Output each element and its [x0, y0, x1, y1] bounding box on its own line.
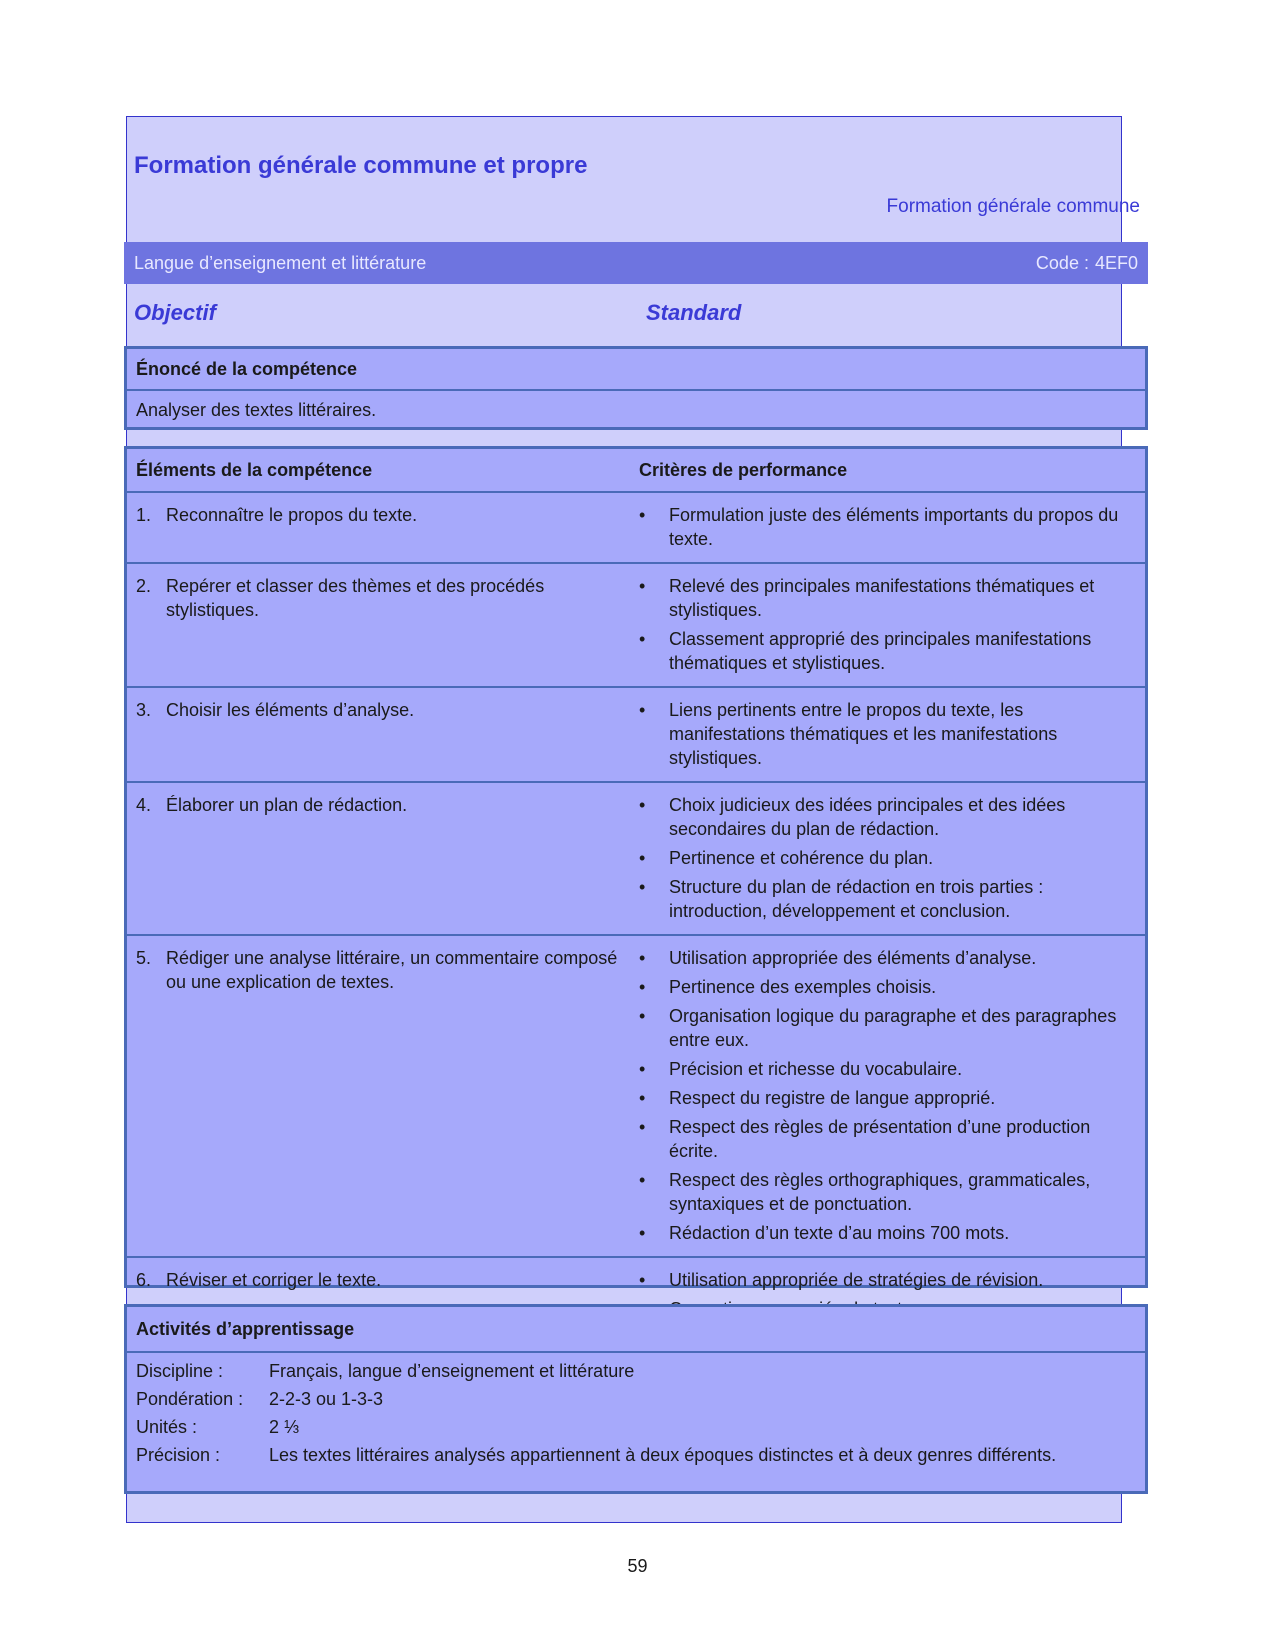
bullet-icon: •	[639, 629, 646, 649]
info-label: Pondération :	[136, 1389, 244, 1409]
activities-box	[124, 1304, 1148, 1494]
criterion-text: Structure du plan de rédaction en trois parties : introduction, développement et conclusion.	[669, 877, 1044, 921]
criterion-text: Utilisation appropriée de stratégies de révision.	[669, 1270, 1044, 1290]
table-row	[127, 783, 1145, 936]
info-label: Discipline :	[136, 1361, 224, 1381]
info-value: Français, langue d’enseignement et littérature	[269, 1361, 635, 1381]
table-row	[127, 936, 1145, 1258]
criterion-text: Organisation logique du paragraphe et des paragraphes entre eux.	[669, 1006, 1117, 1050]
criterion-text: Respect du registre de langue approprié.	[669, 1088, 996, 1108]
element-text: Choisir les éléments d’analyse.	[166, 700, 415, 720]
list-item	[639, 627, 1135, 675]
criterion-text: Relevé des principales manifestations thématiques et stylistiques.	[669, 576, 1095, 620]
list-item	[639, 1057, 1135, 1081]
element-number: 2.	[136, 576, 152, 596]
element-text: Élaborer un plan de rédaction.	[166, 795, 408, 815]
criterion-text: Précision et richesse du vocabulaire.	[669, 1059, 963, 1079]
bullet-icon: •	[639, 700, 646, 720]
bullet-icon: •	[639, 948, 646, 968]
course-name: Langue d’enseignement et littérature	[134, 252, 427, 273]
performance-criteria	[639, 936, 1145, 1256]
competence-element	[127, 564, 639, 686]
course-code-value: 4EF0	[1094, 252, 1138, 273]
table-row	[127, 688, 1145, 783]
page-title: Formation générale commune et propre	[134, 152, 588, 179]
performance-criteria	[639, 564, 1145, 686]
element-text: Reconnaître le propos du texte.	[166, 505, 418, 525]
course-code-label: Code :	[1035, 252, 1089, 273]
element-number: 3.	[136, 700, 152, 720]
list-item	[639, 574, 1135, 622]
bullet-icon: •	[639, 505, 646, 525]
list-item	[639, 975, 1135, 999]
element-item	[136, 1258, 639, 1292]
list-item	[639, 1168, 1135, 1216]
bullet-icon: •	[639, 1006, 646, 1026]
criteria-column-header: Critères de performance	[639, 459, 848, 480]
table-row	[127, 564, 1145, 688]
element-item	[136, 783, 639, 817]
course-code	[1036, 253, 1138, 274]
criteria-table	[124, 446, 1148, 1288]
bullet-icon: •	[639, 848, 646, 868]
info-row	[136, 1443, 1136, 1467]
element-item	[136, 493, 639, 527]
info-label: Unités :	[136, 1417, 198, 1437]
table-row	[127, 493, 1145, 564]
list-item	[639, 875, 1135, 923]
standard-heading: Standard	[646, 300, 742, 325]
criteria-list	[639, 688, 1135, 781]
activities-info	[127, 1353, 1145, 1477]
criterion-text: Choix judicieux des idées principales et des idées secondaires du plan de rédaction.	[669, 795, 1066, 839]
criterion-text: Formulation juste des éléments importants du propos du texte.	[669, 505, 1119, 549]
criteria-list	[639, 493, 1135, 562]
competence-header: Énoncé de la compétence	[127, 349, 1145, 391]
criteria-list	[639, 783, 1135, 934]
criteria-table-header	[127, 449, 1145, 493]
competence-element	[127, 688, 639, 781]
bullet-icon: •	[639, 1117, 646, 1137]
criterion-text: Pertinence des exemples choisis.	[669, 977, 937, 997]
info-value: 2-2-3 ou 1-3-3	[269, 1389, 384, 1409]
bullet-icon: •	[639, 795, 646, 815]
list-item	[639, 793, 1135, 841]
element-item	[136, 688, 639, 722]
criterion-text: Classement approprié des principales manifestations thématiques et stylistiques.	[669, 629, 1092, 673]
activities-header: Activités d’apprentissage	[127, 1307, 1145, 1353]
list-item	[639, 503, 1135, 551]
info-row	[136, 1359, 1136, 1383]
element-text: Réviser et corriger le texte.	[166, 1270, 382, 1290]
element-item	[136, 936, 639, 994]
list-item	[639, 698, 1135, 770]
bullet-icon: •	[639, 1223, 646, 1243]
criteria-list	[639, 936, 1135, 1256]
competence-box	[124, 346, 1148, 430]
page-subtitle: Formation générale commune	[886, 196, 1140, 217]
element-number: 5.	[136, 948, 152, 968]
element-number: 6.	[136, 1270, 152, 1290]
criterion-text: Respect des règles de présentation d’une production écrite.	[669, 1117, 1091, 1161]
criteria-list	[639, 564, 1135, 686]
performance-criteria	[639, 783, 1145, 934]
element-text: Repérer et classer des thèmes et des procédés stylistiques.	[166, 576, 545, 620]
section-headings	[134, 300, 1134, 328]
criterion-text: Rédaction d’un texte d’au moins 700 mots.	[669, 1223, 1010, 1243]
info-value: Les textes littéraires analysés appartiennent à deux époques distinctes et à deux genres différents.	[269, 1445, 1057, 1465]
competence-element	[127, 783, 639, 934]
criterion-text: Liens pertinents entre le propos du texte, les manifestations thématiques et les manifestations stylistiques.	[669, 700, 1058, 768]
course-band	[124, 242, 1148, 284]
element-number: 1.	[136, 505, 152, 525]
objective-heading: Objectif	[134, 300, 216, 325]
competence-statement: Analyser des textes littéraires.	[136, 400, 377, 420]
criterion-text: Respect des règles orthographiques, grammaticales, syntaxiques et de ponctuation.	[669, 1170, 1091, 1214]
list-item	[639, 1221, 1135, 1245]
bullet-icon: •	[639, 1088, 646, 1108]
bullet-icon: •	[639, 1059, 646, 1079]
list-item	[639, 846, 1135, 870]
list-item	[639, 1086, 1135, 1110]
competence-element	[127, 493, 639, 562]
bullet-icon: •	[639, 1170, 646, 1190]
performance-criteria	[639, 688, 1145, 781]
performance-criteria	[639, 493, 1145, 562]
criterion-text: Pertinence et cohérence du plan.	[669, 848, 934, 868]
criterion-text: Utilisation appropriée des éléments d’analyse.	[669, 948, 1037, 968]
bullet-icon: •	[639, 576, 646, 596]
bullet-icon: •	[639, 977, 646, 997]
element-text: Rédiger une analyse littéraire, un commentaire composé ou une explication de textes.	[166, 948, 618, 992]
page-number: 59	[627, 1556, 648, 1576]
info-row	[136, 1415, 1136, 1439]
bullet-icon: •	[639, 877, 646, 897]
info-label: Précision :	[136, 1445, 221, 1465]
list-item	[639, 1004, 1135, 1052]
competence-element	[127, 936, 639, 1256]
info-row	[136, 1387, 1136, 1411]
bullet-icon: •	[639, 1270, 646, 1290]
list-item	[639, 1115, 1135, 1163]
list-item	[639, 946, 1135, 970]
list-item	[639, 1268, 1135, 1292]
info-value: 2 ⅓	[269, 1417, 300, 1437]
element-item	[136, 564, 639, 622]
element-number: 4.	[136, 795, 152, 815]
elements-column-header: Éléments de la compétence	[136, 459, 373, 480]
